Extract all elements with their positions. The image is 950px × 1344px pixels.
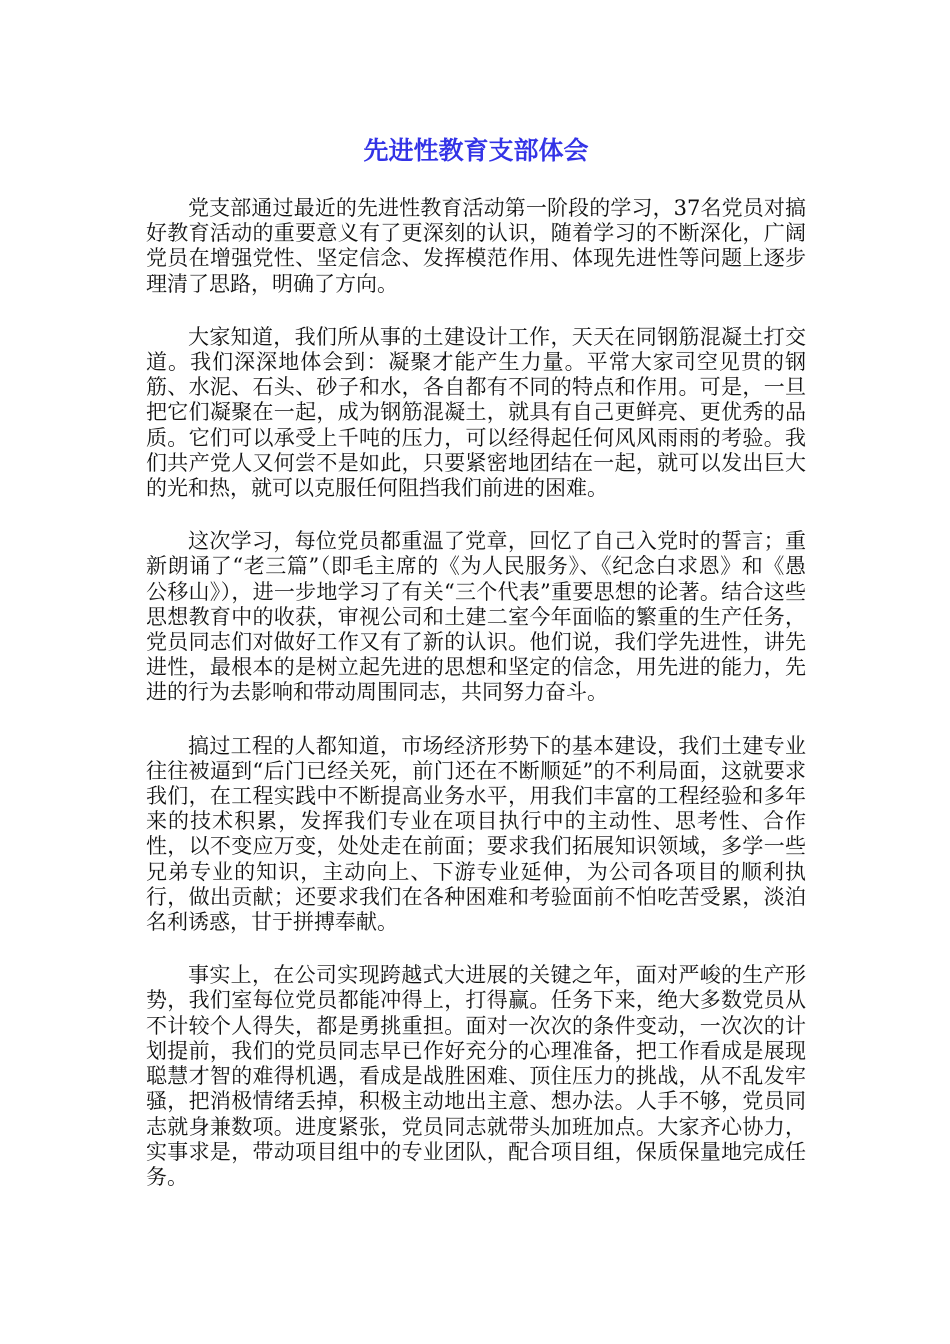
document-page bbox=[146, 0, 806, 1344]
paragraph-5: 事实上，在公司实现跨越式大进展的关键之年，面对严峻的生产形势，我们室每位党员都能冲得上，打得赢。任务下来，绝大多数党员从不计较个人得失，都是勇挑重担。面对一次次的条件变动，一次次的计划提前，我们的党员同志早已作好充分的心理准备，把工作看成是展现聪慧才智的难得机遇，看成是战胜困难、顶住压力的挑战，从不乱发牢骚，把消极情绪丢掉，积极主动地出主意、想办法。人手不够，党员同志就身兼数项。进度紧张，党员同志就带头加班加点。大家齐心协力，实事求是，带动项目组中的专业团队，配合项目组，保质保量地完成任务。 bbox=[146, 963, 806, 1189]
document-title: 先进性教育支部体会 bbox=[363, 136, 589, 165]
paragraph-2: 大家知道，我们所从事的土建设计工作，天天在同钢筋混凝土打交道。我们深深地体会到：凝聚才能产生力量。平常大家司空见贯的钢筋、水泥、石头、砂子和水，各自都有不同的特点和作用。可是，一旦把它们凝聚在一起，成为钢筋混凝土，就具有自己更鲜亮、更优秀的品质。它们可以承受上千吨的压力，可以经得起任何风风雨雨的考验。我们共产党人又何尝不是如此，只要紧密地团结在一起，就可以发出巨大的光和热，就可以克服任何阻挡我们前进的困难。 bbox=[146, 324, 806, 501]
paragraph-3: 这次学习，每位党员都重温了党章，回忆了自己入党时的誓言；重新朗诵了“老三篇”（即毛主席的《为人民服务》、《纪念白求恩》和《愚公移山》），进一步地学习了有关“三个代表”重要思想的论著。结合这些思想教育中的收获，审视公司和土建二室今年面临的繁重的生产任务，党员同志们对做好工作又有了新的认识。他们说，我们学先进性，讲先进性，最根本的是树立起先进的思想和坚定的信念，用先进的能力，先进的行为去影响和带动周围同志，共同努力奋斗。 bbox=[146, 529, 806, 705]
paragraph-1: 党支部通过最近的先进性教育活动第一阶段的学习，37名党员对搞好教育活动的重要意义有了更深刻的认识，随着学习的不断深化，广阔党员在增强党性、坚定信念、发挥模范作用、体现先进性等问题上逐步理清了思路，明确了方向。 bbox=[146, 196, 806, 296]
paragraph-4: 搞过工程的人都知道，市场经济形势下的基本建设，我们土建专业往往被逼到“后门已经关死，前门还在不断顺延”的不利局面，这就要求我们，在工程实践中不断提高业务水平，用我们丰富的工程经验和多年来的技术积累，发挥我们专业在项目执行中的主动性、思考性、合作性，以不变应万变，处处走在前面；要求我们拓展知识领域，多学一些兄弟专业的知识，主动向上、下游专业延伸，为公司各项目的顺利执行，做出贡献；还要求我们在各种困难和考验面前不怕吃苦受累，淡泊名利诱惑，甘于拼搏奉献。 bbox=[146, 733, 806, 935]
document-body bbox=[146, 196, 806, 1218]
